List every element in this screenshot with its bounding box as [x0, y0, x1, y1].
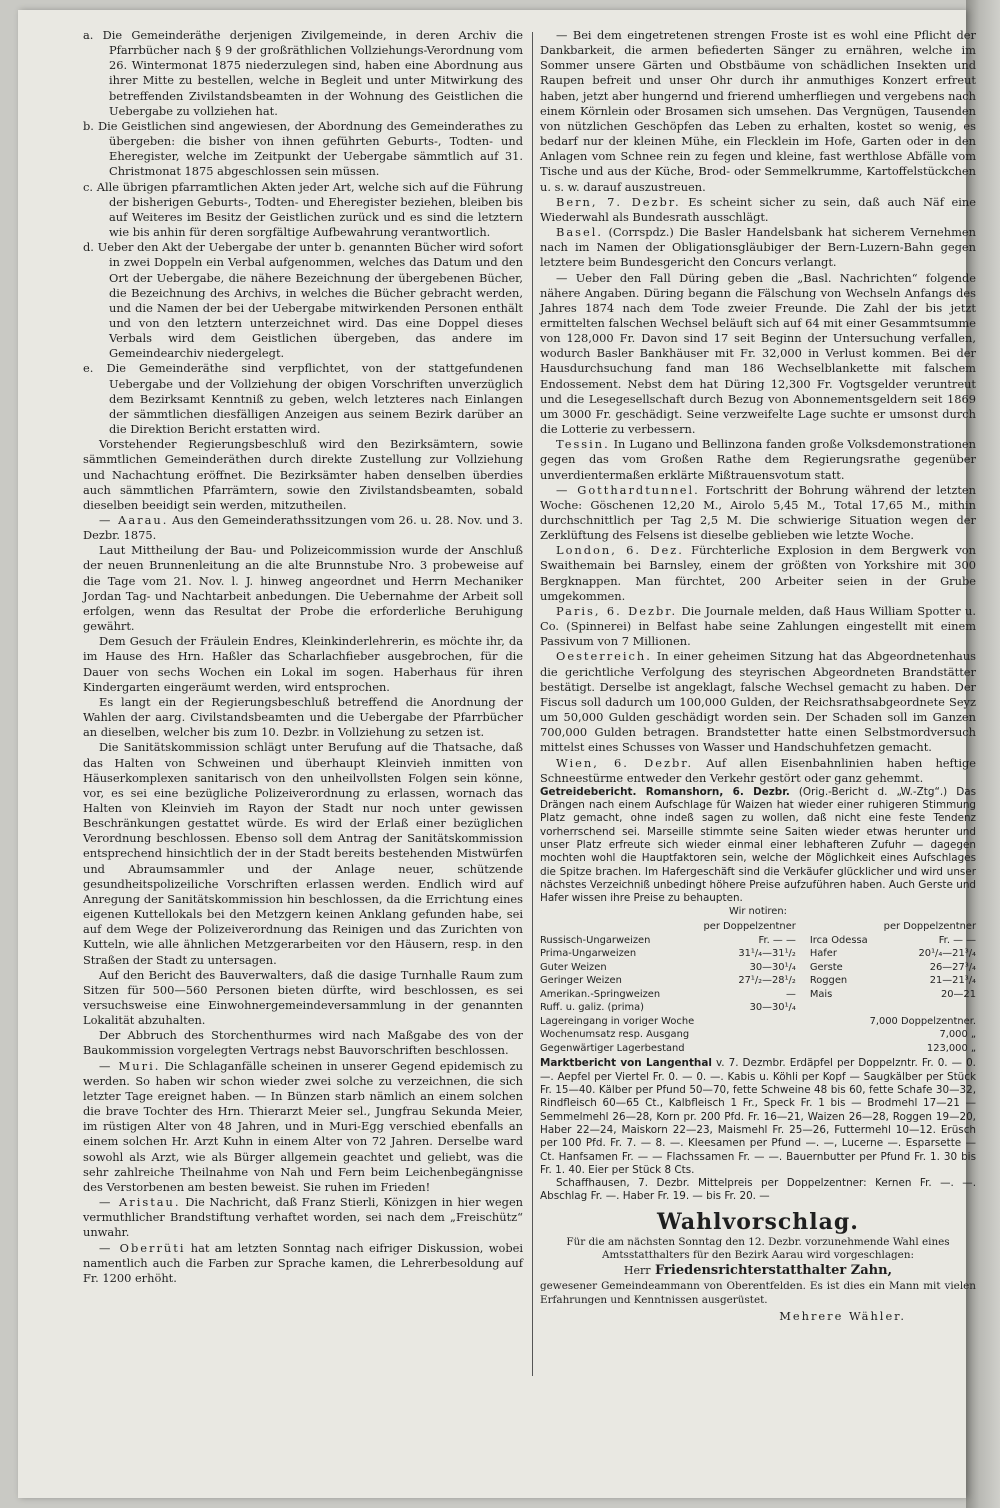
candidate-line: Herr Friedensrichterstatthalter Zahn, — [623, 1263, 893, 1279]
wahlvorschlag-intro: Für die am nächsten Sonntag den 12. Dezbr. vorzunehmende Wahl eines Amtsstatthalters für den Bezirk Aarau wird vorgeschlagen: — [566, 1235, 950, 1262]
aristau-article: — Aristau. Die Nachricht, daß Franz Stierli, Könizgen in hier wegen vermuthlicher Brandstiftung verhaftet worden, sei nach dem „Freischütz“ unwahr. — [83, 1195, 524, 1240]
gotthard-article: — Gotthardtunnel. Fortschritt der Bohrung während der letzten Woche: Göschenen 12,20 M., Airolo 5,45 M., Total 17,65 M., mithin durchschnittlich per Tag 2,5 M. Die schwierige Situation wegen der Zerklüftung des Felsens ist dieselbe geblieben wie letzte Woche. — [540, 482, 977, 543]
wien-article: Wien, 6. Dezbr. Auf allen Eisenbahnlinien haben heftige Schneestürme entweder den Verkehr gestört oder ganz gehemmt. — [540, 755, 977, 785]
aarau-paragraph: Die Sanitätskommission schlägt unter Berufung auf die Thatsache, daß das Halten von Schweinen und überhaupt Kleinvieh inmitten von Häuserkomplexen sanitarisch von den unheilvollsten Folgen sein könne, vor, es sei eine bezügliche Polizeiverordnung zu erlassen, wornach das Halten von Kleinvieh im Rayon der Stadt nur noch unter gewissen Beschränkungen gestattet würde. Es wird der Erlaß einer bezüglichen Verordnung beschlossen. Ebenso soll dem Antrag der Sanitätskommission entsprechend hinsichtlich der in der Stadt bereits bestehenden Mistwürfen und Abraumsammler und der Anlage neuer, schützende gesundheitspolizeiliche Vorschriften erlassen werden. Endlich wird auf Anregung der Sanitätskommission hin beschlossen, da die Errichtung eines eigenen Kuttellokals bei den Metzgern keinen Anklang gefunden habe, sei auf dem Wege der Polizeiverordnung das Reinigen und das Zurichten von Kutteln, wie alle ähnlichen Metzgerarbeiten vor den Häusern, resp. in den Straßen der Stadt zu untersagen. — [83, 740, 523, 967]
markt-article: Marktbericht von Langenthal v. 7. Dezmbr. Erdäpfel per Doppelzntr. Fr. 0. — 0. —. Aepfel per Viertel Fr. 0. — 0. —. Kabis u. Köhli per Kopf — Saugkälber per Stück Fr. 15—40. Kälber per Pfund 50—70, fette Schweine 48 bis 60, fette Schafe 30—32, Rindfleisch 60—65 Ct., Kalbfleisch 1 Fr., Speck Fr. 1 bis — Brodmehl 17—21 — Semmelmehl 26—28, Korn pr. 200 Pfd. Fr. 16—21, Waizen 26—28, Roggen 19—20, Haber 22—24, Maiskorn 22—23, Maismehl Fr. 25—26, Futtermehl 10—12. Erüsch per 100 Pfd. Fr. 7. — 8. —. Kleesamen per Pfund —. —, Lucerne —. Esparsette — Ct. Hanfsamen Fr. — — Flachssamen Fr. — —. Bauernbutter per Pfund Fr. 1. 30 bis Fr. 1. 40. Eier per Stück 8 Cts. — [540, 1057, 976, 1176]
aarau-paragraph: Auf den Bericht des Bauverwalters, daß die dasige Turnhalle Raum zum Sitzen für 500—560 Personen bieten dürfte, wird beschlossen, es sei versuchsweise eine Einwohnergemeindeversammlung in der genannten Lokalität abzuhalten. — [83, 967, 523, 1028]
paris-article: Paris, 6. Dezbr. Die Journale melden, daß Haus William Spotter u. Co. (Spinnerei) in Belfast habe seine Zahlungen eingestellt mit einem Passivum von 7 Millionen. — [540, 603, 976, 649]
aarau-intro: — Aarau. Aus den Gemeinderathssitzungen vom 26. u. 28. Nov. und 3. Dezbr. 1875. — [83, 513, 523, 543]
newspaper-page — [18, 10, 977, 1498]
oberrueti-article: — Oberrüti hat am letzten Sonntag nach eifriger Diskussion, wobei namentlich auch die Farben zur Sprache kamen, die Lehrerbesoldung auf Fr. 1200 erhöht. — [83, 1240, 523, 1285]
column-rule — [532, 32, 533, 1376]
list-item-e: e. Die Gemeinderäthe sind verpflichtet, von der stattgefundenen Uebergabe und der Vollziehung der obigen Vorschriften unverzüglich dem Bezirksamt Kenntniß zu geben, welch letzteres nach Einlangen der sämmtlichen diesfälligen Anzeigen aus seinem Bezirk darüber an die Direktion Bericht erstatten wird. — [83, 361, 523, 437]
tessin-article: Tessin. In Lugano und Bellinzona fanden große Volksdemonstrationen gegen das vom Großen Rathe dem Regierungsrathe gegenüber unverdientermaßen erklärte Mißtrauensvotum statt. — [540, 437, 976, 482]
left-column — [83, 28, 523, 1286]
stock-row: Lagereingang in voriger Woche 7,000 Doppelzentner. — [540, 1015, 976, 1027]
table-row: Geringer Weizen 27¹/₂—28¹/₂ Roggen 21—21³/₄ — [540, 975, 976, 987]
grain-price-table — [540, 920, 976, 1055]
oesterreich-article: Oesterreich. In einer geheimen Sitzung hat das Abgeordnetenhaus die gerichtliche Verfolgung des steyrischen Abgeordneten Brandstätter bestätigt. Derselbe ist angeklagt, falsche Wechsel gemacht zu haben. Der Fiscus soll dadurch um 100,000 Gulden, der Reichsrathsabgeordnete Seyz um 50,000 Gulden geschädigt worden sein. Der Schaden soll im Ganzen 700,000 Gulden betragen. Brandstetter hatte einen Selbstmordversuch mittelst eines Schusses von Wasser und Handschuhfetzen gemacht. — [540, 649, 977, 755]
muri-article: — Muri. Die Schlaganfälle scheinen in unserer Gegend epidemisch zu werden. So haben wir schon wieder zwei solche zu verzeichnen, die sich letzter Tage ereignet haben. — In Bünzen starb nämlich an einem solchen die brave Tochter des Hrn. Thierarzt Meier sel., Jungfrau Sekunda Meier, im rüstigen Alter von 48 Jahren, und in Muri-Egg verschied ebenfalls an einem solchen Hr. Arzt Kuhn in einem Alter von 72 Jahren. Derselbe ward sowohl als Arzt, wie als Bürger allgemein geachtet und geliebt, was die sehr zahlreiche Theilnahme von Nah und Fern beim Leichenbegängnisse des Verstorbenen am besten beweist. Sie ruhen im Frieden! — [83, 1058, 523, 1194]
duering-article: — Ueber den Fall Düring geben die „Basl. Nachrichten“ folgende nähere Angaben. Düring begann die Fälschung von Wechseln Anfangs des Jahres 1874 nach dem Tode zweier Freunde. Die Zahl der bis jetzt ermittelten falschen Wechsel beläuft sich auf 64 mit einer Gesammtsumme von 128,000 Fr. Davon sind 17 seit Beginn der Untersuchung verfallen, wodurch Basler Bankhäuser mit Fr. 32,000 in Verlust kommen. Bei der Hausdurchsuchung fand man 186 Wechselblankette mit falschem Endossement. Nebst dem hat Düring 12,300 Fr. Vogtsgelder veruntreut und die Lesegesellschaft durch Bezug von Abonnementsgeldern seit 1869 um 3000 Fr. geschädigt. Seine verzweifelte Lage suchte er umsonst durch die Lotterie zu verbessern. — [540, 270, 976, 437]
right-column — [540, 28, 976, 1324]
notieren-line: Wir notiren: — [729, 906, 787, 918]
wahlvorschlag-title: Wahlvorschlag. — [657, 1208, 859, 1235]
aarau-paragraph: Es langt ein der Regierungsbeschluß betreffend die Anordnung der Wahlen der aarg. Civilstandsbeamten und die Uebergabe der Pfarrbücher an dieselben, welcher bis zum 10. Dezbr. in Vollziehung zu setzen ist. — [83, 694, 523, 740]
list-item-a: a. Die Gemeinderäthe derjenigen Zivilgemeinde, in deren Archiv die Pfarrbücher nach § 9 der großräthlichen Vollziehungs-Verordnung vom 26. Wintermonat 1875 niederzulegen sind, haben eine Abordnung aus ihrer Mitte zu bestellen, welche in Begleit und unter Mitwirkung des betreffenden Zivilstandsbeamten in der Wohnung des Geistlichen die Uebergabe zu vollziehen hat. — [83, 28, 524, 118]
table-row: Amerikan.-Springweizen — Mais 20—21 — [540, 988, 976, 1000]
aarau-paragraph: Laut Mittheilung der Bau- und Polizeicommission wurde der Anschluß der neuen Brunnenleitung an die alte Brunnstube Nro. 3 probeweise auf die Tage vom 21. Nov. l. J. hinweg angeordnet und Herrn Mechaniker Jordan Tag- und Nachtarbeit anbedungen. Die Uebernahme der Arbeit soll erfolgen, wenn das Resultat der Probe die erforderliche Beruhigung gewährt. — [83, 543, 523, 634]
getreide-article: Getreidebericht. Romanshorn, 6. Dezbr. (Orig.-Bericht d. „W.-Ztg“.) Das Drängen nach einem Aufschlage für Waizen hat wieder einer ruhigeren Stimmung Platz gemacht, ohne indeß sagen zu wollen, daß nicht eine feste Tendenz vorherrschend sei. Marseille stimmte seine Saiten wieder etwas herunter und unser Platz erfreute sich wieder einmal einer lebhafteren Zufuhr — dagegen mochten wohl die Hauptfaktoren sein, welche der Möglichkeit eines Aufschlages die Spitze brachen. Im Hafergeschäft sind die Verkäufer glücklicher und wird unser nächstes Verzeichniß unbedingt höhere Preise aufzuführen haben. Auch Gerste und Hafer wissen ihre Preise zu behaupten. — [540, 785, 976, 905]
basel-article: Basel. (Corrspdz.) Die Basler Handelsbank hat sicherem Vernehmen nach im Namen der Obligationsgläubiger der Bern-Luzern-Bahn gegen letztere beim Bundesgericht den Concurs verlangt. — [540, 225, 976, 270]
unit-label-left: per Doppelzentner — [703, 921, 796, 933]
aarau-paragraph: Der Abbruch des Storchenthurmes wird nach Maßgabe des von der Baukommission vorgelegten Vertrags nebst Bauvorschriften beschlossen. — [83, 1028, 523, 1058]
stock-row: Wochenumsatz resp. Ausgang 7,000 „ — [540, 1029, 976, 1041]
schaffhausen-article: Schaffhausen, 7. Dezbr. Mittelpreis per Doppelzentner: Kernen Fr. —. —. Abschlag Fr. —. Haber Fr. 19. — bis Fr. 20. — — [540, 1177, 976, 1203]
list-item-c: c. Alle übrigen pfarramtlichen Akten jeder Art, welche sich auf die Führung der bisherigen Geburts-, Todten- und Eheregister beziehen, bleiben bis auf Weiteres im Besitz der Geistlichen zurück und es sind die letztern wie bis anhin für deren sorgfältige Aufbewahrung verantwortlich. — [83, 179, 523, 240]
candidate-description: gewesener Gemeindeammann von Oberentfelden. Es ist dies ein Mann mit vielen Erfahrungen und Kenntnissen ausgerüstet. — [540, 1280, 976, 1306]
bern-article: Bern, 7. Dezbr. Es scheint sicher zu sein, daß auch Näf eine Wiederwahl als Bundesrath ausschlägt. — [540, 194, 977, 224]
table-row: Guter Weizen 30—30¹/₄ Gerste 26—27³/₄ — [540, 961, 976, 973]
list-item-b: b. Die Geistlichen sind angewiesen, der Abordnung des Gemeinderathes zu übergeben: die bisher von ihnen geführten Geburts-, Todten- und Eheregister, welche im Zeitpunkt der Uebergabe sämmtlich auf 31. Christmonat 1875 abgeschlossen sein müssen. — [83, 118, 523, 179]
london-article: London, 6. Dez. Fürchterliche Explosion in dem Bergwerk von Swaithemain bei Barnsley, einem der größten von Yorkshire mit 300 Bergknappen. Man fürchtet, 200 Arbeiter seien in der Grube umgekommen. — [540, 543, 976, 603]
frost-article: — Bei dem eingetretenen strengen Froste ist es wohl eine Pflicht der Dankbarkeit, die armen befiederten Sänger zu ernähren, welche im Sommer unsere Gärten und Obstbäume von schädlichen Insekten und Raupen befreit und unser Ohr durch ihr anmuthiges Konzert erfreut haben, jetzt aber hungernd und frierend umherfliegen und vergebens nach einem Körnlein oder Brosamen sich umsehen. Das Vergnügen, Tausenden von nützlichen Geschöpfen das Leben zu erhalten, kostet so wenig, es bedarf nur der kleinen Mühe, ein Flecklein im Hofe, Garten oder in den Anlagen vom Schnee rein zu fegen und kleine, fast werthlose Abfälle vom Tische und aus der Küche, Brod- oder Semmelkrumme, Kartoffelstückchen u. s. w. darauf auszustreuen. — [540, 28, 976, 194]
table-row: Russisch-Ungarweizen Fr. — — Irca Odessa Fr. — — — [540, 934, 976, 946]
table-row: Ruff. u. galiz. (prima) 30—30¹/₄ — [540, 1002, 796, 1014]
unit-label-right: per Doppelzentner — [883, 921, 976, 933]
stock-row: Gegenwärtiger Lagerbestand 123,000 „ — [540, 1042, 976, 1054]
list-item-d: d. Ueber den Akt der Uebergabe der unter b. genannten Bücher wird sofort in zwei Doppeln ein Verbal aufgenommen, welches das Datum und den Ort der Uebergabe, die nähere Bezeichnung der übergebenen Bücher, die Bezeichnung des Archivs, in welches die Bücher gebracht werden, und die Namen der bei der Uebergabe mitwirkenden Personen enthält und von den letztern unterzeichnet wird. Das eine Doppel dieses Verbals wird dem Geistlichen übergeben, das andere im Gemeindearchiv niedergelegt. — [83, 240, 524, 361]
table-row: Prima-Ungarweizen 31¹/₄—31¹/₂ Hafer 20¹/₄—21³/₄ — [540, 948, 976, 960]
decree-note: Vorstehender Regierungsbeschluß wird den Bezirksämtern, sowie sämmtlichen Gemeinderäthen durch direkte Zustellung zur Vollziehung und Nachachtung eröffnet. Die Bezirksämter haben denselben überdies auch sämmtlichen Pfarrämtern, sowie den Zivilstandsbeamten, sobald dieselben beeidigt sein werden, mitzutheilen. — [83, 437, 523, 512]
aarau-paragraph: Dem Gesuch der Fräulein Endres, Kleinkinderlehrerin, es möchte ihr, da im Hause des Hrn. Haßler das Scharlachfieber ausgebrochen, für die Dauer von sechs Wochen ein Lokal im sogen. Haberhaus für ihren Kindergarten eingeräumt werden, wird entsprochen. — [83, 634, 523, 694]
table-header-row — [540, 920, 976, 934]
signature: Mehrere Wähler. — [779, 1308, 906, 1323]
